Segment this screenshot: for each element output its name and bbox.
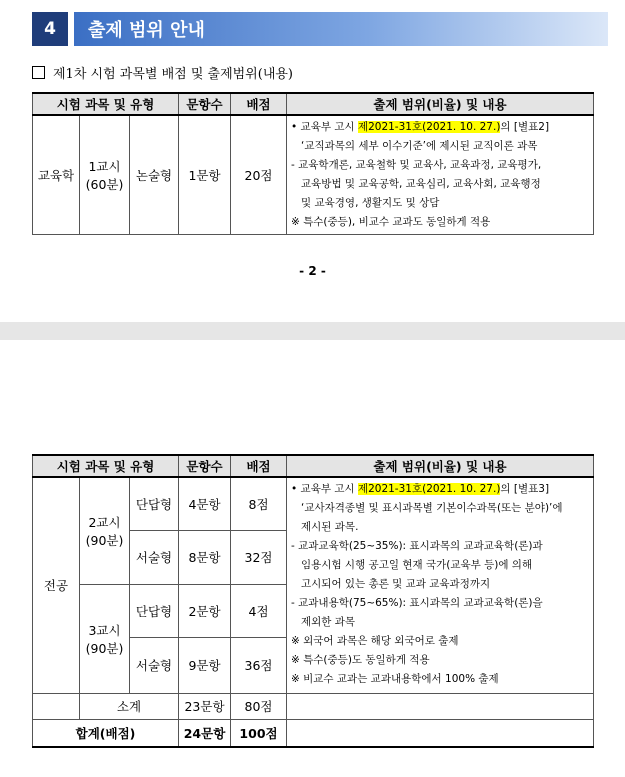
scope-note: ※ 외국어 과목은 해당 외국어로 출제 [291,635,459,647]
qtype-cell: 단답형 [130,477,179,530]
table-header-row [33,455,594,477]
total-score: 100점 [231,719,287,747]
scope-text: • 교육부 고시 [291,483,358,495]
header-count: 문항수 [179,93,231,115]
header-type: 시험 과목 및 유형 [33,455,179,477]
qtype-cell: 서술형 [130,637,179,693]
period-label: 2교시 [88,514,121,530]
scope-text: • 교육부 고시 [291,121,358,133]
scope-line: 및 교육경영, 생활지도 및 상담 [301,197,440,209]
section-number: 4 [32,12,68,46]
header-score: 배점 [231,455,287,477]
scope-note: ※ 비교수 교과는 교과내용학에서 100% 출제 [291,673,499,685]
score-cell: 32점 [231,530,287,584]
count-cell: 9문항 [179,637,231,693]
section-title: 출제 범위 안내 [74,12,608,46]
qtype-cell: 단답형 [130,584,179,637]
header-scope: 출제 범위(비율) 및 내용 [287,455,594,477]
scope-line: 제외한 과목 [301,616,356,628]
subject-cell: 교육학 [33,115,80,235]
page-1 [0,0,625,322]
period-label: 3교시 [88,622,121,638]
scope-text: 의 [별표3] [500,483,550,495]
scope-line: 교육방법 및 교육공학, 교육심리, 교육사회, 교육행정 [301,178,541,190]
scope-line: ‘교직과목의 세부 이수기준’에 제시된 교직이론 과목 [301,140,538,152]
qtype-cell: 논술형 [130,115,179,235]
scope-note: ※ 특수(중등)도 동일하게 적용 [291,654,430,666]
subtitle-text: 제1차 시험 과목별 배점 및 출제범위(내용) [53,67,294,82]
subtotal-score: 80점 [231,693,287,719]
scope-note: ※ 특수(중등), 비교수 교과도 동일하게 적용 [291,216,491,228]
scope-line: - 교과내용학(75~65%): 표시과목의 교과교육학(론)을 [291,597,543,609]
table-header-row [33,93,594,115]
checkbox-icon [32,66,45,79]
subject-cell: 전공 [33,477,80,693]
qtype-cell: 서술형 [130,530,179,584]
total-label: 합계(배점) [33,719,179,747]
period-cell [80,477,130,584]
scope-line: - 교육학개론, 교육철학 및 교육사, 교육과정, 교육평가, [291,159,542,171]
exam-table-education [32,92,594,235]
highlight-text: 제2021-31호(2021. 10. 27.) [357,121,501,133]
period-label: 1교시 [88,159,121,174]
count-cell: 1문항 [179,115,231,235]
count-cell: 4문항 [179,477,231,530]
scope-content [287,477,594,693]
period-cell [80,584,130,693]
subtotal-label: 소계 [80,693,179,719]
subtotal-count: 23문항 [179,693,231,719]
period-cell [80,115,130,235]
page-separator [0,322,625,340]
count-cell: 8문항 [179,530,231,584]
scope-text: 의 [별표2] [500,121,550,133]
score-cell: 36점 [231,637,287,693]
table-row [33,115,594,235]
header-score: 배점 [231,93,287,115]
period-time: (90분) [85,532,124,548]
period-time: (90분) [85,640,124,656]
table-row [33,477,594,530]
score-cell: 4점 [231,584,287,637]
score-cell: 8점 [231,477,287,530]
subtitle [32,63,293,82]
header-count: 문항수 [179,455,231,477]
header-scope: 출제 범위(비율) 및 내용 [287,93,594,115]
scope-line: ‘교사자격종별 및 표시과목별 기본이수과목(또는 분야)’에 [301,502,563,514]
scope-content [287,115,594,235]
header-type: 시험 과목 및 유형 [33,93,179,115]
total-row [33,719,594,747]
scope-line: 임용시험 시행 공고일 현재 국가(교육부 등)에 의해 [301,559,533,571]
period-time: (60분) [85,177,124,192]
scope-line: - 교과교육학(25~35%): 표시과목의 교과교육학(론)과 [291,540,543,552]
highlight-text: 제2021-31호(2021. 10. 27.) [357,483,501,495]
scope-line: 제시된 과목. [301,521,359,533]
section-header [32,12,608,46]
subtotal-row [33,693,594,719]
scope-line: 고시되어 있는 총론 및 교과 교육과정까지 [301,578,491,590]
exam-table-major [32,454,594,748]
count-cell: 2문항 [179,584,231,637]
score-cell: 20점 [231,115,287,235]
page-number: - 2 - [299,264,326,278]
total-count: 24문항 [179,719,231,747]
